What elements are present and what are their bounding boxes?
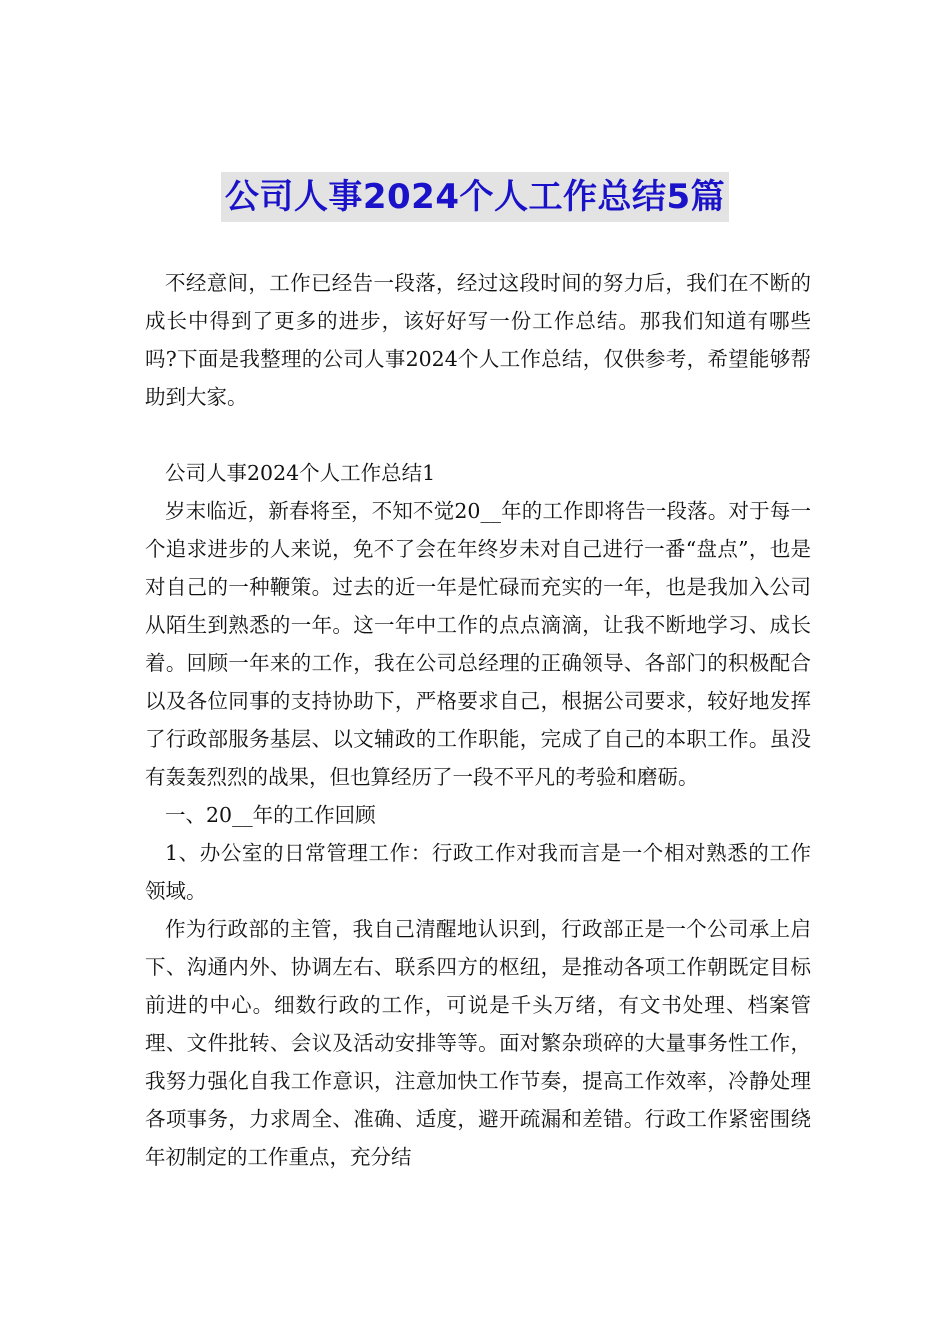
subheading: 一、20__年的工作回顾 [165,803,376,827]
body-paragraph: 作为行政部的主管，我自己清醒地认识到，行政部正是一个公司承上启下、沟通内外、协调左右、联系四方的枢纽，是推动各项工作朝既定目标前进的中心。细数行政的工作，可说是千头万绪，有文书处理、档案管理、文件批转、会议及活动安排等等。面对繁杂琐碎的大量事务性工作，我努力强化自我工作意识，注意加快工作节奏，提高工作效率，冷静处理各项事务，力求周全、准确、适度，避开疏漏和差错。行政工作紧密围绕年初制定的工作重点，充分结 [145,917,811,1169]
paragraph-spacer [145,416,811,454]
title-container [0,172,950,222]
document-body [145,264,811,1176]
section-heading: 公司人事2024个人工作总结1 [165,461,436,485]
intro-paragraph: 不经意间，工作已经告一段落，经过这段时间的努力后，我们在不断的成长中得到了更多的进步，该好好写一份工作总结。那我们知道有哪些吗?下面是我整理的公司人事2024个人工作总结，仅供参考，希望能够帮助到大家。 [145,271,811,409]
body-paragraph: 岁末临近，新春将至，不知不觉20__年的工作即将告一段落。对于每一个追求进步的人来说，免不了会在年终岁未对自己进行一番“盘点”，也是对自己的一种鞭策。过去的近一年是忙碌而充实的一年，也是我加入公司从陌生到熟悉的一年。这一年中工作的点点滴滴，让我不断地学习、成长着。回顾一年来的工作，我在公司总经理的正确领导、各部门的积极配合以及各位同事的支持协助下，严格要求自己，根据公司要求，较好地发挥了行政部服务基层、以文辅政的工作职能，完成了自己的本职工作。虽没有轰轰烈烈的战果，但也算经历了一段不平凡的考验和磨砺。 [145,499,811,789]
document-title: 公司人事2024个人工作总结5篇 [221,172,729,222]
list-item: 1、办公室的日常管理工作：行政工作对我而言是一个相对熟悉的工作领域。 [145,841,811,903]
